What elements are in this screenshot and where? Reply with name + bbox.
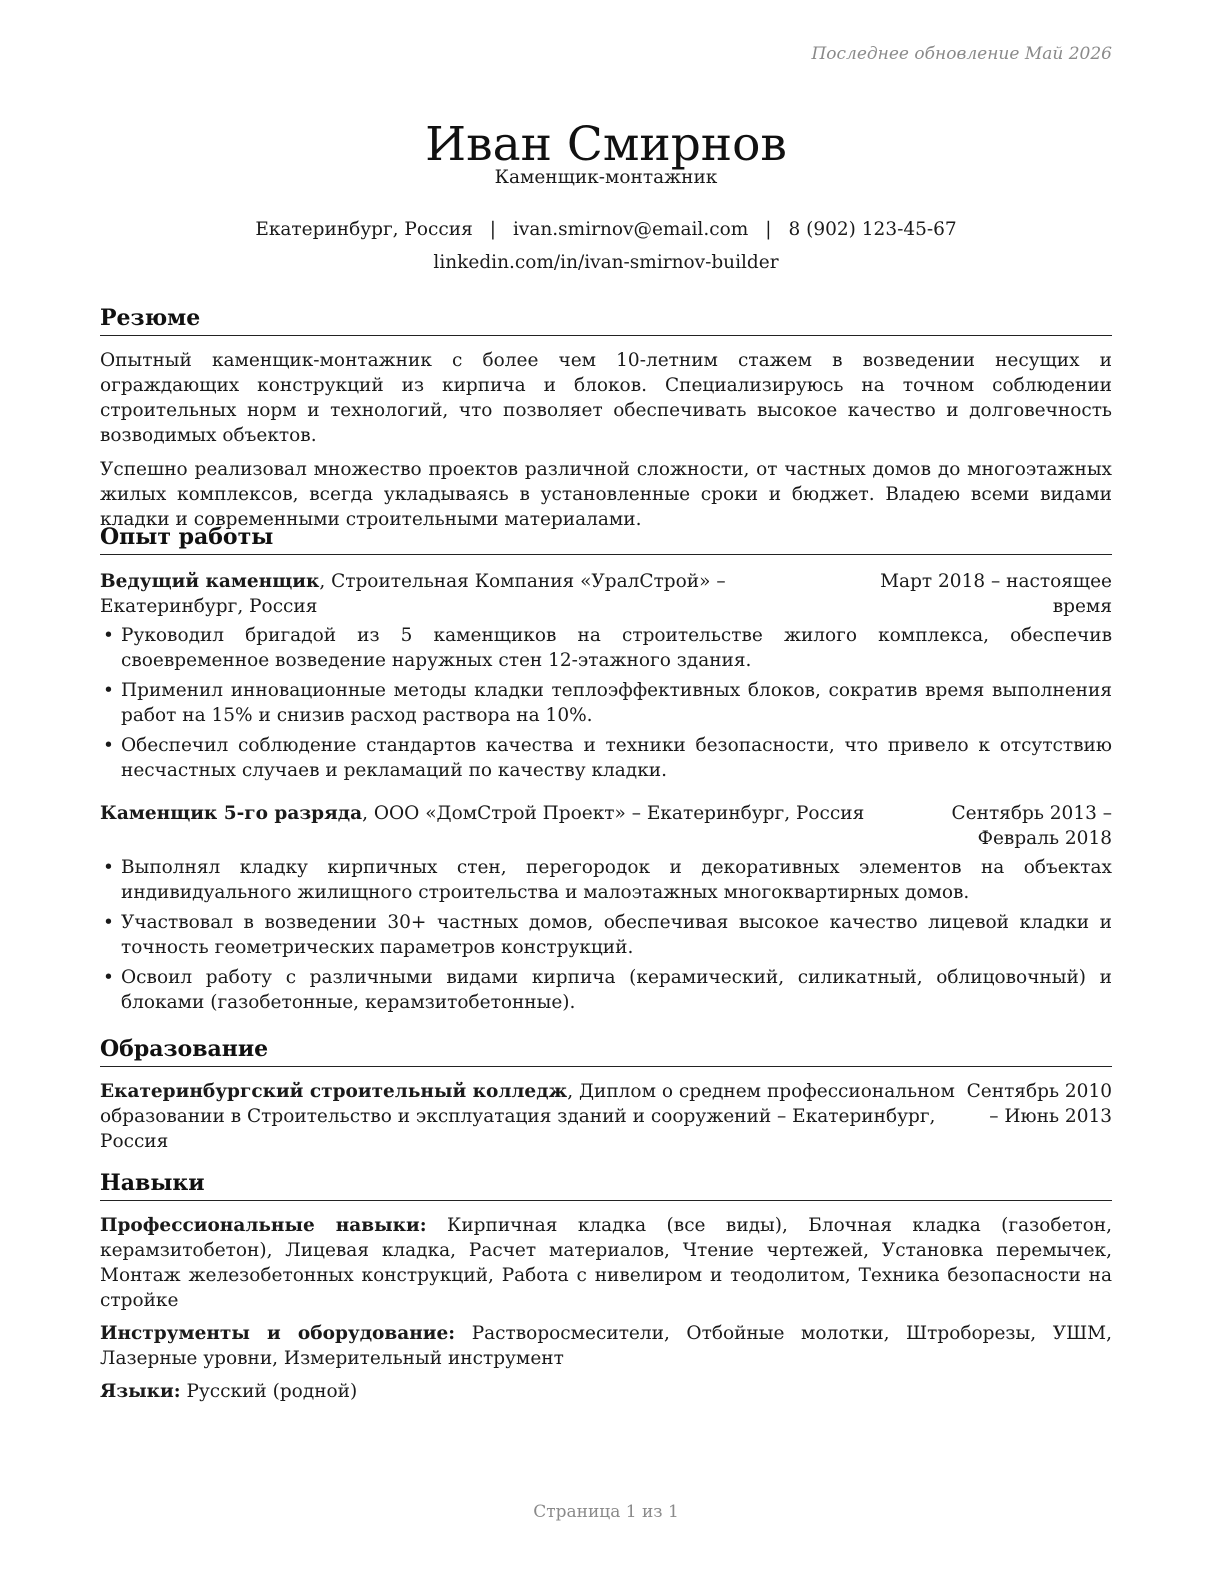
email-link[interactable]: ivan.smirnov@email.com: [512, 219, 749, 240]
separator: |: [489, 219, 496, 240]
list-item: • Участвовал в возведении 30+ частных домов, обеспечивая высокое качество лицевой кладки и точность геометрических параметров конструкций.: [103, 912, 1112, 958]
skill-group: [100, 1321, 1112, 1371]
bullet-icon: •: [103, 735, 114, 756]
skill-text: Русский (родной): [180, 1381, 358, 1402]
summary-section: [100, 305, 1112, 532]
section-heading: Резюме: [100, 305, 1112, 336]
section-heading: Навыки: [100, 1170, 1112, 1201]
bullet-icon: •: [103, 857, 114, 878]
job-company: , Строительная Компания «УралСтрой» – Екатеринбург, Россия: [100, 571, 726, 617]
phone: 8 (902) 123-45-67: [788, 219, 957, 240]
skill-label: Языки:: [100, 1381, 181, 1402]
education-entry: [100, 1079, 1112, 1154]
job-bullets: [100, 855, 1112, 1015]
job-company: , ООО «ДомСтрой Проект» – Екатеринбург, Россия: [362, 803, 865, 824]
job-bullets: [100, 623, 1112, 783]
skill-text: Растворосмесители, Отбойные молотки, Штроборезы, УШМ, Лазерные уровни, Измерительный инструмент: [100, 1323, 1113, 1369]
summary-paragraph: Успешно реализовал множество проектов различной сложности, от частных домов до многоэтажных жилых комплексов, всегда укладываясь в установленные сроки и бюджет. Владею всеми видами кладки и современными строительными материалами.: [100, 459, 1112, 530]
education-section: [100, 1036, 1112, 1154]
linkedin-link[interactable]: linkedin.com/in/ivan-smirnov-builder: [433, 252, 779, 273]
last-updated: Последнее обновление Май 2026: [811, 44, 1112, 64]
list-item: • Освоил работу с различными видами кирпича (керамический, силикатный, облицовочный) и блоками (газобетонные, керамзитобетонные).: [103, 967, 1112, 1013]
degree-details: , Диплом о среднем профессиональном образовании в Строительство и эксплуатация зданий и сооружений – Екатеринбург, Россия: [100, 1081, 955, 1152]
job-title-line: [100, 801, 874, 826]
candidate-name: Иван Смирнов: [425, 117, 787, 173]
bullet-icon: •: [103, 625, 114, 646]
list-item: • Руководил бригадой из 5 каменщиков на строительстве жилого комплекса, обеспечив своевременное возведение наружных стен 12-этажного здания.: [103, 625, 1112, 671]
job-title: Каменщик-монтажник: [494, 167, 718, 188]
skill-group: [100, 1379, 1112, 1404]
bullet-icon: •: [103, 680, 114, 701]
experience-section: [100, 524, 1112, 1020]
education-dates: Сентябрь 2010 – Июнь 2013: [966, 1081, 1112, 1127]
bullet-icon: •: [103, 967, 114, 988]
job-header: [100, 569, 1112, 619]
list-item: • Обеспечил соблюдение стандартов качества и техники безопасности, что привело к отсутствию несчастных случаев и рекламаций по качеству кладки.: [103, 735, 1112, 781]
location: Екатеринбург, Россия: [255, 219, 473, 240]
school-name: Екатеринбургский строительный колледж: [100, 1081, 568, 1102]
job-title-line: [100, 569, 874, 619]
summary-paragraph: Опытный каменщик-монтажник с более чем 10-летним стажем в возведении несущих и ограждающих конструкций из кирпича и блоков. Специализируюсь на точном соблюдении строительных норм и технологий, что позволяет обеспечивать высокое качество и долговечность возводимых объектов.: [100, 350, 1112, 446]
job-dates: Сентябрь 2013 – Февраль 2018: [951, 803, 1112, 849]
job-role: Каменщик 5-го разряда: [100, 803, 363, 824]
job-role: Ведущий каменщик: [100, 571, 320, 592]
job-header: [100, 801, 1112, 851]
job-dates: Март 2018 – настоящее время: [880, 571, 1112, 617]
education-title-line: [100, 1079, 964, 1154]
skill-group: [100, 1213, 1112, 1313]
contact-line: [100, 219, 1112, 240]
page-number: Страница 1 из 1: [533, 1502, 679, 1522]
skills-section: [100, 1170, 1112, 1404]
section-heading: Образование: [100, 1036, 1112, 1067]
skill-label: Инструменты и оборудование:: [100, 1323, 456, 1344]
list-item: • Выполнял кладку кирпичных стен, перегородок и декоративных элементов на объектах индивидуального жилищного строительства и малоэтажных многоквартирных домов.: [103, 857, 1112, 903]
bullet-icon: •: [103, 912, 114, 933]
section-heading: Опыт работы: [100, 524, 1112, 555]
separator: |: [765, 219, 772, 240]
skill-text: Кирпичная кладка (все виды), Блочная кладка (газобетон, керамзитобетон), Лицевая кладка, Расчет материалов, Чтение чертежей, Установка перемычек, Монтаж железобетонных конструкций, Работа с нивелиром и теодолитом, Техника безопасности на стройке: [100, 1215, 1113, 1311]
skill-label: Профессиональные навыки:: [100, 1215, 427, 1236]
list-item: • Применил инновационные методы кладки теплоэффективных блоков, сократив время выполнения работ на 15% и снизив расход раствора на 10%.: [103, 680, 1112, 726]
